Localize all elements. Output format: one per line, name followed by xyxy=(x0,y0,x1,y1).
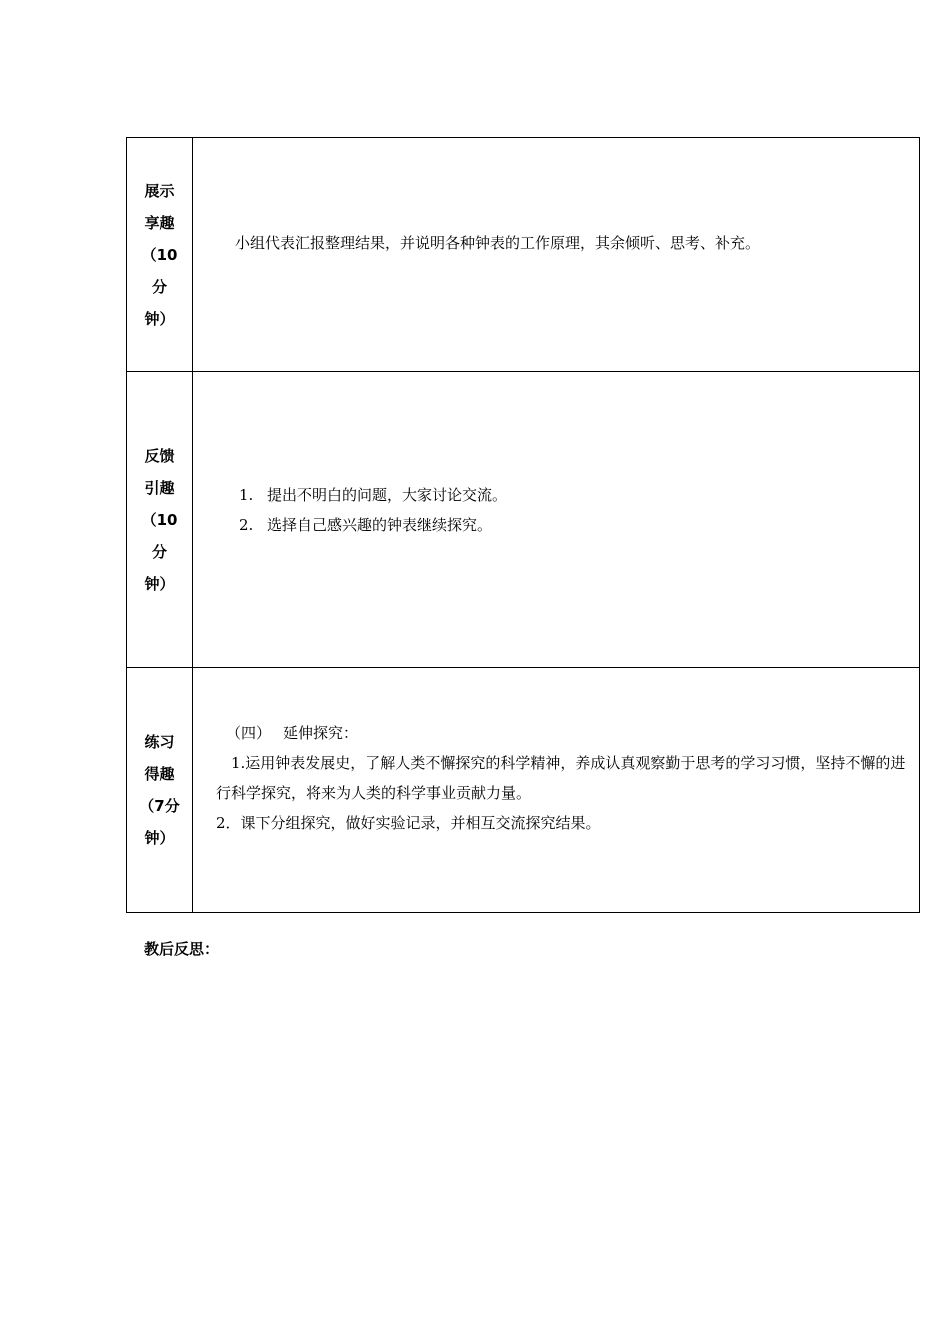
list-item-number: 2. xyxy=(239,515,254,534)
list-item xyxy=(239,510,919,540)
stage-label-line: （7分 xyxy=(139,797,180,815)
stage-label-line: 分 xyxy=(151,542,167,561)
section-title: 延伸探究： xyxy=(283,724,359,742)
feedback-list xyxy=(193,480,919,540)
table-row-showcase xyxy=(127,138,920,372)
stage-label-line: 钟） xyxy=(144,574,175,593)
content-cell-showcase xyxy=(193,138,920,372)
extension-block xyxy=(193,718,919,838)
list-item-text: 提出不明白的问题，大家讨论交流。 xyxy=(267,485,508,504)
stage-label-line: 练习 xyxy=(144,733,175,751)
list-item-text: 选择自己感兴趣的钟表继续探究。 xyxy=(267,515,493,534)
stage-label-line: 反馈 xyxy=(144,446,175,465)
stage-label-line: 得趣 xyxy=(144,765,175,783)
showcase-text: 小组代表汇报整理结果，并说明各种钟表的工作原理，其余倾听、思考、补充。 xyxy=(235,233,761,252)
content-cell-practice xyxy=(193,668,920,913)
content-cell-feedback xyxy=(193,372,920,668)
stage-label-line: 钟） xyxy=(144,309,175,328)
stage-label-line: 钟） xyxy=(144,829,175,847)
stage-cell-practice xyxy=(127,668,193,913)
extension-item: 2．课下分组探究，做好实验记录，并相互交流探究结果。 xyxy=(216,814,601,832)
stage-label-line: 展示 xyxy=(144,181,175,200)
extension-item: 1.运用钟表发展史，了解人类不懈探究的科学精神，养成认真观察勤于思考的学习习惯，坚持不懈的进行科学探究，将来为人类的科学事业贡献力量。 xyxy=(216,754,906,802)
section-number: （四） xyxy=(226,724,272,742)
list-item xyxy=(239,480,919,510)
section-heading xyxy=(216,718,913,748)
lesson-plan-table xyxy=(126,137,920,913)
stage-label-line: （10 xyxy=(141,245,178,264)
stage-cell-feedback xyxy=(127,372,193,668)
stage-label-line: 引趣 xyxy=(144,478,175,497)
table-row-practice xyxy=(127,668,920,913)
stage-label-line: 享趣 xyxy=(144,213,175,232)
table-row-feedback xyxy=(127,372,920,668)
list-item-number: 1. xyxy=(239,485,254,504)
reflection-label: 教后反思： xyxy=(144,940,220,958)
stage-cell-showcase xyxy=(127,138,193,372)
stage-label-line: 分 xyxy=(151,277,167,296)
stage-label-line: （10 xyxy=(141,510,178,529)
